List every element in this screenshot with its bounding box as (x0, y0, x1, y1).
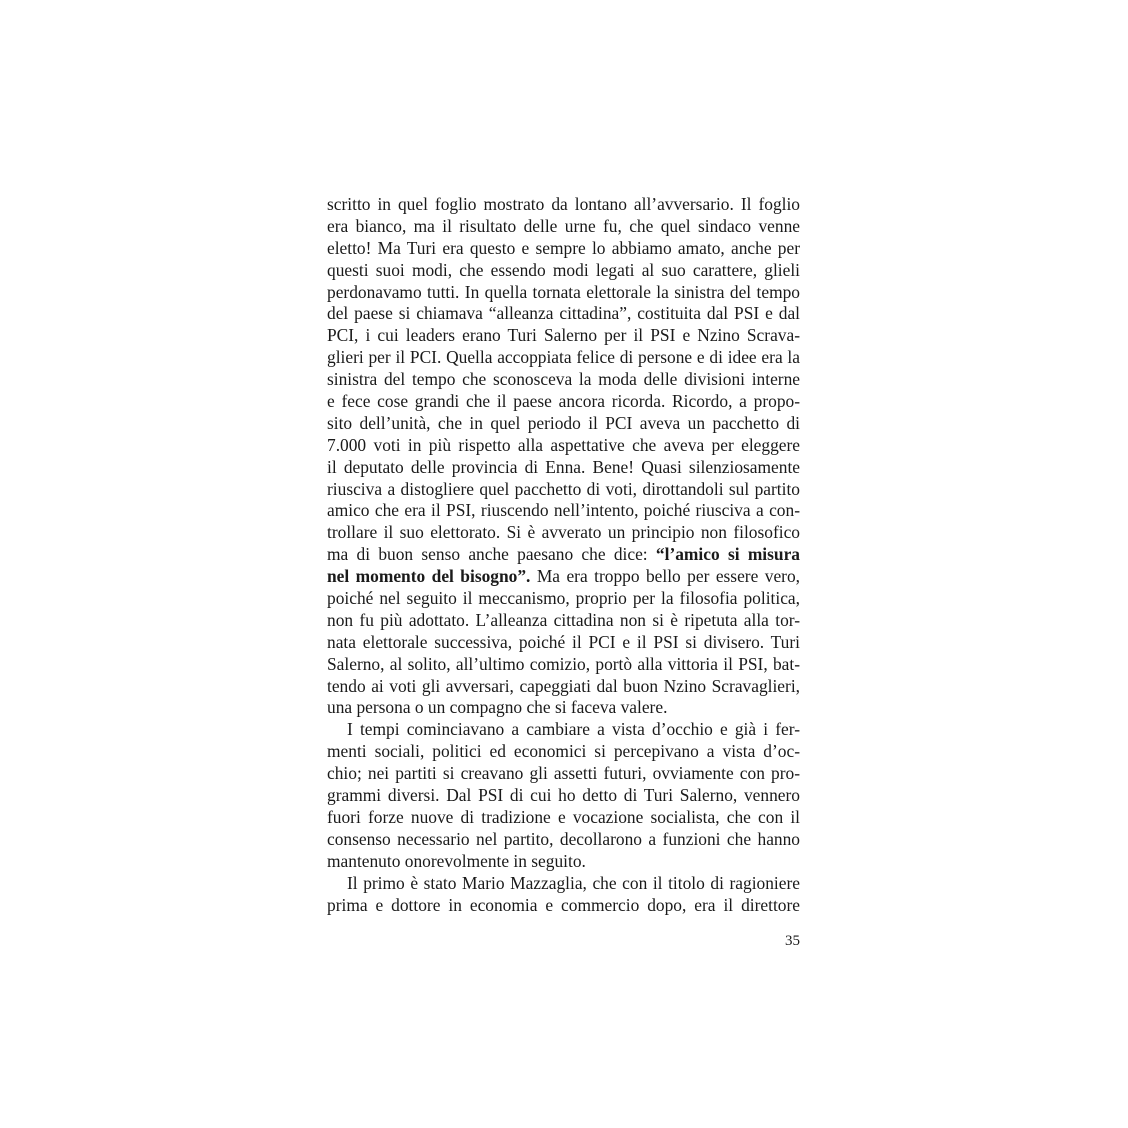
text-line: amico che era il PSI, riuscendo nell’intento, poiché riusciva a con- (327, 500, 800, 521)
text-line: prima e dottore in economia e commercio dopo, era il direttore (327, 894, 800, 915)
paragraph-1 (327, 194, 800, 719)
page-number: 35 (785, 933, 800, 949)
text-line: consenso necessario nel partito, decollarono a funzioni che hanno (327, 828, 800, 849)
text-line: menti sociali, politici ed economici si percepivano a vista d’oc- (327, 741, 800, 762)
text-line: scritto in quel foglio mostrato da lontano all’avversario. Il foglio (327, 194, 800, 214)
text-line: del paese si chiamava “alleanza cittadina”, costituita dal PSI e dal (327, 303, 800, 324)
paragraph-3 (327, 873, 800, 917)
text-line: trollare il suo elettorato. Si è avverato un principio non filosofico (327, 522, 800, 543)
text-line: chio; nei partiti si creavano gli assetti futuri, ovviamente con pro- (327, 763, 800, 784)
text-line: fuori forze nuove di tradizione e vocazione socialista, che con il (327, 806, 800, 827)
text-line: PCI, i cui leaders erano Turi Salerno per il PSI e Nzino Scrava- (327, 325, 800, 346)
text-line: era bianco, ma il risultato delle urne fu, che quel sindaco venne (327, 215, 800, 236)
text-line: 7.000 voti in più rispetto alla aspettative che aveva per eleggere (327, 434, 800, 455)
text-line: Il primo è stato Mario Mazzaglia, che con il titolo di ragioniere (347, 872, 800, 893)
paragraph-2 (327, 719, 800, 872)
text-line: il deputato delle provincia di Enna. Bene! Quasi silenziosamente (327, 456, 800, 477)
text-segment: Ma era troppo bello per essere vero, (530, 566, 800, 587)
text-line-with-quote (327, 566, 800, 588)
bold-quote-start: “l’amico si misura (655, 544, 800, 565)
text-line: e fece cose grandi che il paese ancora ricorda. Ricordo, a propo- (327, 391, 800, 412)
text-line: grammi diversi. Dal PSI di cui ho detto di Turi Salerno, vennero (327, 785, 800, 806)
text-line: tendo ai voti gli avversari, capeggiati dal buon Nzino Scravaglieri, (327, 675, 800, 696)
text-line: I tempi cominciavano a cambiare a vista d’occhio e già i fer- (347, 719, 800, 740)
text-line: eletto! Ma Turi era questo e sempre lo abbiamo amato, anche per (327, 237, 800, 258)
text-line: poiché nel seguito il meccanismo, proprio per la filosofia politica, (327, 588, 800, 609)
text-line: una persona o un compagno che si faceva valere. (327, 697, 668, 718)
bold-quote-end: nel momento del bisogno”. (327, 566, 531, 587)
text-line: non fu più adottato. L’alleanza cittadina non si è ripetuta alla tor- (327, 609, 800, 630)
text-line: riusciva a distogliere quel pacchetto di voti, dirottandoli sul partito (327, 478, 800, 499)
text-line: perdonavamo tutti. In quella tornata elettorale la sinistra del tempo (327, 281, 800, 302)
book-page-text (327, 194, 800, 916)
text-line: sinistra del tempo che sconosceva la moda delle divisioni interne (327, 369, 800, 390)
text-line: questi suoi modi, che essendo modi legati al suo carattere, glieli (327, 259, 800, 280)
text-segment: ma di buon senso anche paesano che dice: (327, 544, 656, 565)
text-line-with-quote (327, 544, 800, 566)
text-line: mantenuto onorevolmente in seguito. (327, 850, 586, 871)
text-line: nata elettorale successiva, poiché il PCI e il PSI si divisero. Turi (327, 631, 800, 652)
text-line: glieri per il PCI. Quella accoppiata felice di persone e di idee era la (327, 347, 800, 368)
text-line: sito dell’unità, che in quel periodo il PCI aveva un pacchetto di (327, 412, 800, 433)
text-line: Salerno, al solito, all’ultimo comizio, portò alla vittoria il PSI, bat- (327, 653, 800, 674)
